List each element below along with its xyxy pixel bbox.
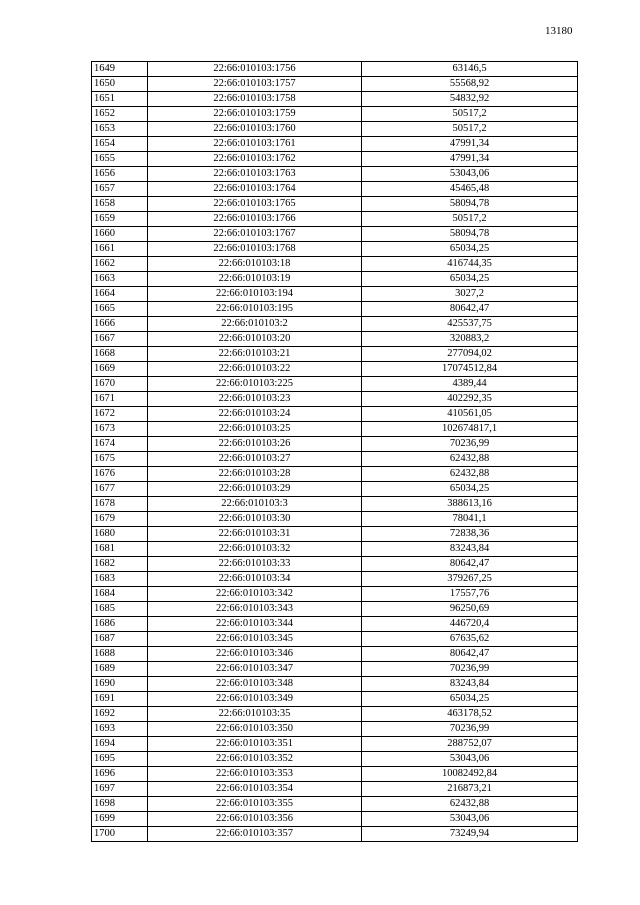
cadastral-value-cell: 10082492,84 <box>362 767 578 782</box>
table-row <box>92 617 578 632</box>
cadastral-number-cell: 22:66:010103:344 <box>148 617 362 632</box>
cadastral-value-cell: 402292,35 <box>362 392 578 407</box>
row-number-cell: 1664 <box>92 287 148 302</box>
table-row <box>92 632 578 647</box>
cadastral-value-cell: 63146,5 <box>362 62 578 77</box>
table-row <box>92 707 578 722</box>
row-number-cell: 1695 <box>92 752 148 767</box>
cadastral-number-cell: 22:66:010103:1766 <box>148 212 362 227</box>
row-number-cell: 1668 <box>92 347 148 362</box>
row-number-cell: 1700 <box>92 827 148 842</box>
cadastral-number-cell: 22:66:010103:357 <box>148 827 362 842</box>
table-row <box>92 407 578 422</box>
table-row <box>92 437 578 452</box>
table-row <box>92 272 578 287</box>
cadastral-value-cell: 65034,25 <box>362 692 578 707</box>
cadastral-value-cell: 73249,94 <box>362 827 578 842</box>
row-number-cell: 1694 <box>92 737 148 752</box>
row-number-cell: 1697 <box>92 782 148 797</box>
row-number-cell: 1692 <box>92 707 148 722</box>
row-number-cell: 1678 <box>92 497 148 512</box>
table-row <box>92 512 578 527</box>
row-number-cell: 1681 <box>92 542 148 557</box>
cadastral-number-cell: 22:66:010103:194 <box>148 287 362 302</box>
cadastral-number-cell: 22:66:010103:225 <box>148 377 362 392</box>
cadastral-value-cell: 50517,2 <box>362 122 578 137</box>
cadastral-value-cell: 67635,62 <box>362 632 578 647</box>
cadastral-value-cell: 50517,2 <box>362 107 578 122</box>
table-row <box>92 137 578 152</box>
cadastral-number-cell: 22:66:010103:355 <box>148 797 362 812</box>
cadastral-value-cell: 45465,48 <box>362 182 578 197</box>
row-number-cell: 1686 <box>92 617 148 632</box>
cadastral-value-cell: 78041,1 <box>362 512 578 527</box>
table-row <box>92 302 578 317</box>
cadastral-value-cell: 62432,88 <box>362 467 578 482</box>
page-number: 13180 <box>545 25 573 37</box>
cadastral-number-cell: 22:66:010103:24 <box>148 407 362 422</box>
row-number-cell: 1670 <box>92 377 148 392</box>
cadastral-number-cell: 22:66:010103:1765 <box>148 197 362 212</box>
cadastral-number-cell: 22:66:010103:342 <box>148 587 362 602</box>
cadastral-value-cell: 410561,05 <box>362 407 578 422</box>
cadastral-value-cell: 463178,52 <box>362 707 578 722</box>
cadastral-number-cell: 22:66:010103:1758 <box>148 92 362 107</box>
cadastral-value-cell: 65034,25 <box>362 242 578 257</box>
cadastral-value-cell: 62432,88 <box>362 797 578 812</box>
row-number-cell: 1653 <box>92 122 148 137</box>
cadastral-value-cell: 4389,44 <box>362 377 578 392</box>
cadastral-value-cell: 53043,06 <box>362 752 578 767</box>
cadastral-value-cell: 70236,99 <box>362 437 578 452</box>
row-number-cell: 1676 <box>92 467 148 482</box>
row-number-cell: 1662 <box>92 257 148 272</box>
row-number-cell: 1658 <box>92 197 148 212</box>
table-row <box>92 557 578 572</box>
cadastral-value-cell: 17557,76 <box>362 587 578 602</box>
row-number-cell: 1699 <box>92 812 148 827</box>
cadastral-number-cell: 22:66:010103:347 <box>148 662 362 677</box>
cadastral-number-cell: 22:66:010103:27 <box>148 452 362 467</box>
cadastral-value-cell: 58094,78 <box>362 227 578 242</box>
cadastral-number-cell: 22:66:010103:1762 <box>148 152 362 167</box>
cadastral-value-cell: 320883,2 <box>362 332 578 347</box>
row-number-cell: 1672 <box>92 407 148 422</box>
cadastral-value-cell: 277094,02 <box>362 347 578 362</box>
table-row <box>92 227 578 242</box>
row-number-cell: 1698 <box>92 797 148 812</box>
cadastral-value-cell: 388613,16 <box>362 497 578 512</box>
cadastral-number-cell: 22:66:010103:33 <box>148 557 362 572</box>
cadastral-number-cell: 22:66:010103:3 <box>148 497 362 512</box>
cadastral-value-cell: 425537,75 <box>362 317 578 332</box>
table-row <box>92 497 578 512</box>
cadastral-number-cell: 22:66:010103:31 <box>148 527 362 542</box>
cadastral-value-cell: 446720,4 <box>362 617 578 632</box>
table-row <box>92 422 578 437</box>
table-row <box>92 587 578 602</box>
table-row <box>92 317 578 332</box>
cadastral-value-cell: 17074512,84 <box>362 362 578 377</box>
table-row <box>92 767 578 782</box>
cadastral-value-cell: 65034,25 <box>362 482 578 497</box>
cadastral-value-cell: 55568,92 <box>362 77 578 92</box>
row-number-cell: 1657 <box>92 182 148 197</box>
cadastral-value-cell: 288752,07 <box>362 737 578 752</box>
cadastral-value-cell: 102674817,1 <box>362 422 578 437</box>
row-number-cell: 1675 <box>92 452 148 467</box>
cadastral-number-cell: 22:66:010103:1763 <box>148 167 362 182</box>
cadastral-value-cell: 80642,47 <box>362 302 578 317</box>
table-row <box>92 527 578 542</box>
table-row <box>92 452 578 467</box>
table-row <box>92 602 578 617</box>
cadastral-number-cell: 22:66:010103:356 <box>148 812 362 827</box>
row-number-cell: 1666 <box>92 317 148 332</box>
table-row <box>92 797 578 812</box>
cadastral-number-cell: 22:66:010103:1768 <box>148 242 362 257</box>
table-row <box>92 722 578 737</box>
row-number-cell: 1673 <box>92 422 148 437</box>
cadastral-value-cell: 47991,34 <box>362 152 578 167</box>
table-row <box>92 812 578 827</box>
table-row <box>92 737 578 752</box>
table-row <box>92 377 578 392</box>
row-number-cell: 1656 <box>92 167 148 182</box>
cadastral-number-cell: 22:66:010103:26 <box>148 437 362 452</box>
cadastral-number-cell: 22:66:010103:35 <box>148 707 362 722</box>
table-row <box>92 662 578 677</box>
table-row <box>92 392 578 407</box>
table-row <box>92 782 578 797</box>
row-number-cell: 1690 <box>92 677 148 692</box>
table-row <box>92 107 578 122</box>
cadastral-value-cell: 216873,21 <box>362 782 578 797</box>
row-number-cell: 1696 <box>92 767 148 782</box>
row-number-cell: 1655 <box>92 152 148 167</box>
cadastral-number-cell: 22:66:010103:354 <box>148 782 362 797</box>
row-number-cell: 1665 <box>92 302 148 317</box>
cadastral-number-cell: 22:66:010103:1760 <box>148 122 362 137</box>
cadastral-number-cell: 22:66:010103:18 <box>148 257 362 272</box>
table-row <box>92 482 578 497</box>
cadastral-number-cell: 22:66:010103:343 <box>148 602 362 617</box>
row-number-cell: 1691 <box>92 692 148 707</box>
row-number-cell: 1651 <box>92 92 148 107</box>
cadastral-value-cell: 65034,25 <box>362 272 578 287</box>
cadastral-value-table <box>91 61 578 842</box>
cadastral-number-cell: 22:66:010103:1756 <box>148 62 362 77</box>
row-number-cell: 1661 <box>92 242 148 257</box>
table-row <box>92 467 578 482</box>
table-row <box>92 257 578 272</box>
cadastral-value-cell: 72838,36 <box>362 527 578 542</box>
cadastral-number-cell: 22:66:010103:30 <box>148 512 362 527</box>
table-row <box>92 242 578 257</box>
cadastral-number-cell: 22:66:010103:23 <box>148 392 362 407</box>
table-row <box>92 77 578 92</box>
cadastral-number-cell: 22:66:010103:2 <box>148 317 362 332</box>
cadastral-number-cell: 22:66:010103:32 <box>148 542 362 557</box>
cadastral-number-cell: 22:66:010103:29 <box>148 482 362 497</box>
table-row <box>92 827 578 842</box>
table-row <box>92 197 578 212</box>
cadastral-number-cell: 22:66:010103:28 <box>148 467 362 482</box>
row-number-cell: 1649 <box>92 62 148 77</box>
cadastral-number-cell: 22:66:010103:22 <box>148 362 362 377</box>
row-number-cell: 1680 <box>92 527 148 542</box>
row-number-cell: 1693 <box>92 722 148 737</box>
table-row <box>92 347 578 362</box>
cadastral-value-cell: 83243,84 <box>362 542 578 557</box>
table-row <box>92 212 578 227</box>
cadastral-value-cell: 47991,34 <box>362 137 578 152</box>
table-row <box>92 572 578 587</box>
cadastral-number-cell: 22:66:010103:345 <box>148 632 362 647</box>
table-row <box>92 677 578 692</box>
cadastral-number-cell: 22:66:010103:21 <box>148 347 362 362</box>
cadastral-value-cell: 96250,69 <box>362 602 578 617</box>
cadastral-number-cell: 22:66:010103:195 <box>148 302 362 317</box>
row-number-cell: 1685 <box>92 602 148 617</box>
table-row <box>92 542 578 557</box>
cadastral-value-cell: 58094,78 <box>362 197 578 212</box>
cadastral-number-cell: 22:66:010103:20 <box>148 332 362 347</box>
table-row <box>92 287 578 302</box>
cadastral-value-cell: 416744,35 <box>362 257 578 272</box>
cadastral-value-cell: 53043,06 <box>362 167 578 182</box>
table-row <box>92 752 578 767</box>
cadastral-value-cell: 80642,47 <box>362 647 578 662</box>
row-number-cell: 1679 <box>92 512 148 527</box>
cadastral-value-cell: 54832,92 <box>362 92 578 107</box>
row-number-cell: 1683 <box>92 572 148 587</box>
table-row <box>92 167 578 182</box>
row-number-cell: 1660 <box>92 227 148 242</box>
cadastral-value-cell: 53043,06 <box>362 812 578 827</box>
row-number-cell: 1650 <box>92 77 148 92</box>
cadastral-number-cell: 22:66:010103:1767 <box>148 227 362 242</box>
cadastral-number-cell: 22:66:010103:25 <box>148 422 362 437</box>
row-number-cell: 1682 <box>92 557 148 572</box>
cadastral-number-cell: 22:66:010103:1764 <box>148 182 362 197</box>
row-number-cell: 1654 <box>92 137 148 152</box>
table-row <box>92 92 578 107</box>
cadastral-value-cell: 70236,99 <box>362 722 578 737</box>
row-number-cell: 1667 <box>92 332 148 347</box>
row-number-cell: 1663 <box>92 272 148 287</box>
table-row <box>92 122 578 137</box>
cadastral-value-cell: 70236,99 <box>362 662 578 677</box>
row-number-cell: 1652 <box>92 107 148 122</box>
table-row <box>92 362 578 377</box>
cadastral-number-cell: 22:66:010103:19 <box>148 272 362 287</box>
row-number-cell: 1684 <box>92 587 148 602</box>
row-number-cell: 1671 <box>92 392 148 407</box>
row-number-cell: 1689 <box>92 662 148 677</box>
row-number-cell: 1677 <box>92 482 148 497</box>
cadastral-value-cell: 379267,25 <box>362 572 578 587</box>
cadastral-number-cell: 22:66:010103:1761 <box>148 137 362 152</box>
cadastral-number-cell: 22:66:010103:349 <box>148 692 362 707</box>
row-number-cell: 1688 <box>92 647 148 662</box>
table-row <box>92 692 578 707</box>
row-number-cell: 1669 <box>92 362 148 377</box>
cadastral-value-cell: 83243,84 <box>362 677 578 692</box>
cadastral-value-cell: 62432,88 <box>362 452 578 467</box>
cadastral-number-cell: 22:66:010103:346 <box>148 647 362 662</box>
cadastral-number-cell: 22:66:010103:353 <box>148 767 362 782</box>
table-row <box>92 62 578 77</box>
table-row <box>92 152 578 167</box>
cadastral-number-cell: 22:66:010103:352 <box>148 752 362 767</box>
cadastral-number-cell: 22:66:010103:351 <box>148 737 362 752</box>
cadastral-number-cell: 22:66:010103:1759 <box>148 107 362 122</box>
row-number-cell: 1659 <box>92 212 148 227</box>
row-number-cell: 1687 <box>92 632 148 647</box>
table-row <box>92 182 578 197</box>
cadastral-number-cell: 22:66:010103:34 <box>148 572 362 587</box>
cadastral-value-cell: 50517,2 <box>362 212 578 227</box>
cadastral-value-cell: 80642,47 <box>362 557 578 572</box>
cadastral-number-cell: 22:66:010103:348 <box>148 677 362 692</box>
table-body <box>92 62 578 842</box>
cadastral-number-cell: 22:66:010103:350 <box>148 722 362 737</box>
row-number-cell: 1674 <box>92 437 148 452</box>
cadastral-value-cell: 3027,2 <box>362 287 578 302</box>
table-row <box>92 332 578 347</box>
table-row <box>92 647 578 662</box>
cadastral-number-cell: 22:66:010103:1757 <box>148 77 362 92</box>
